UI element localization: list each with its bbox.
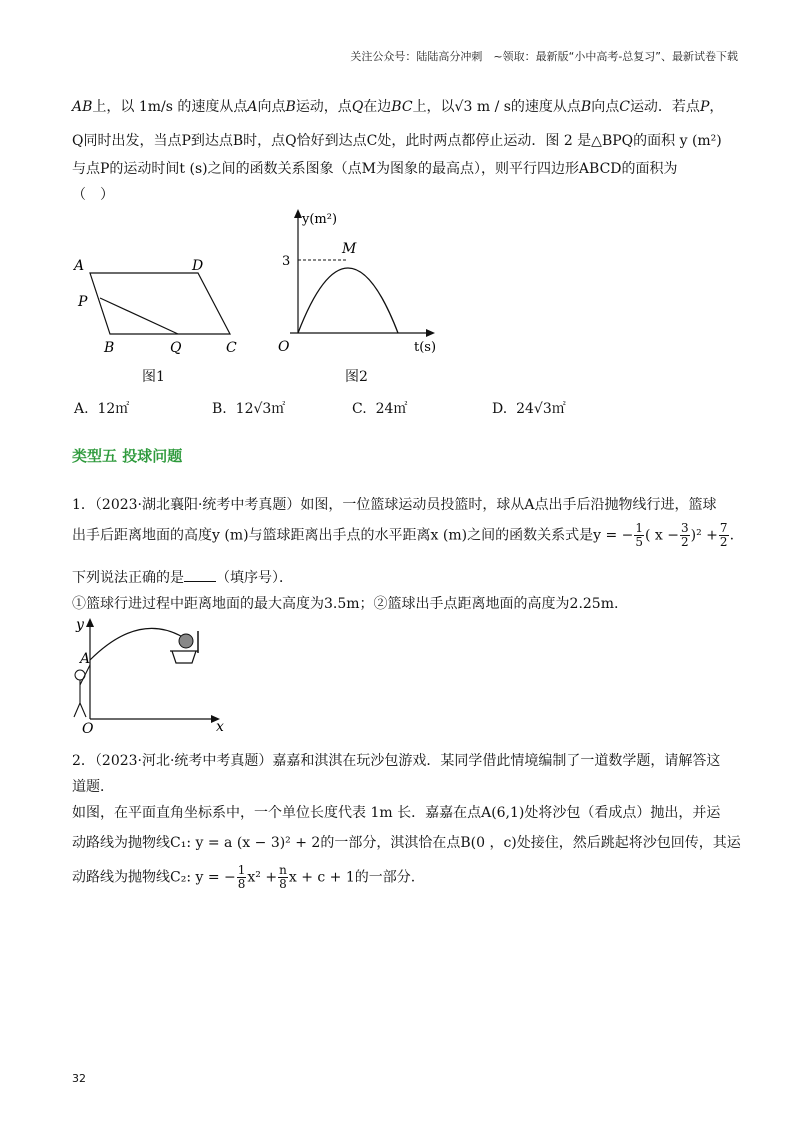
q2-line-4: 动路线为抛物线C₁: y = a (x − 3)² + 2的一部分，淇淇恰在点B(0 ，c)处接住，然后跳起将沙包回传，其运 <box>72 835 741 851</box>
problem-line-1: AB上，以 1m/s 的速度从点A向点B运动，点Q在边BC上，以√3 m / s的速度从点B向点C运动．若点P， <box>72 99 724 115</box>
q1-line-1: 1．（2023·湖北襄阳·统考中考真题）如图，一位篮球运动员投篮时，球从A点出手后沿抛物线行进，篮球 <box>72 497 717 513</box>
figure-1-parallelogram <box>70 250 250 360</box>
label-A: A <box>80 651 91 667</box>
ball-trajectory <box>90 628 186 660</box>
q2-line-2: 道题． <box>72 779 114 795</box>
problem-line-2: Q同时出发，当点P到达点B时，点Q恰好到达点C处，此时两点都停止运动．图 2 是△BPQ的面积 y (m²) <box>72 133 722 149</box>
figure-2-caption: 图2 <box>345 369 368 385</box>
option-c[interactable]: C. 24㎡ <box>352 401 408 417</box>
option-d[interactable]: D. 24√3㎡ <box>492 401 566 417</box>
page-number: 32 <box>72 1072 86 1085</box>
label-x: x <box>216 719 224 735</box>
q1-line-4: ①篮球行进过程中距离地面的最大高度为3.5m；②篮球出手点距离地面的高度为2.25m. <box>72 596 619 612</box>
label-M: M <box>342 241 357 257</box>
figure-1-caption: 图1 <box>142 369 165 385</box>
problem-line-3: 与点P的运动时间t (s)之间的函数关系图象（点M为图象的最高点），则平行四边形ABCD的面积为 <box>72 161 678 177</box>
label-D: D <box>192 258 204 274</box>
q1-fraction-7-2: $\frac{7}{2}$ <box>719 521 728 549</box>
q2-line-3: 如图，在平面直角坐标系中，一个单位长度代表 1m 长．嘉嘉在点A(6,1)处将沙包（看成点）抛出，并运 <box>72 805 721 821</box>
section-title: 类型五 投球问题 <box>72 447 183 465</box>
answer-blank[interactable] <box>184 569 216 582</box>
q1-line-2: 出手后距离地面的高度y (m)与篮球距离出手点的水平距离x (m)之间的函数关系式是y = − $\frac{1}{5}$ ( x − $\frac{3}{2}$ )² + $\frac{7}{2}$ . <box>72 521 735 549</box>
label-B: B <box>104 340 115 356</box>
label-Q: Q <box>170 340 182 356</box>
label-O: O <box>278 339 290 355</box>
basketball-icon <box>179 634 193 648</box>
q1-fraction-3-2: $\frac{3}{2}$ <box>681 521 689 549</box>
problem-line-4: （ ） <box>72 187 114 203</box>
q2-line-5: 动路线为抛物线C₂: y = − $\frac{1}{8}$ x² + $\frac{n}{8}$ x + c + 1的一部分. <box>72 863 416 891</box>
segment-pq <box>100 298 178 334</box>
figure-3-basketball <box>70 615 235 735</box>
q1-line-3: 下列说法正确的是 （填序号）． <box>72 570 293 586</box>
y-axis-arrow <box>86 618 94 627</box>
y-axis-arrow <box>294 209 302 218</box>
y-axis-label: y(m²) <box>302 212 338 227</box>
tick-3: 3 <box>282 254 291 269</box>
label-O: O <box>82 721 94 735</box>
q2-fraction-n-8: $\frac{n}{8}$ <box>279 863 287 891</box>
label-C: C <box>226 340 237 356</box>
page-header: 关注公众号：陆陆高分冲刺 ~领取：最新版“小中高考-总复习”、最新试卷下载 <box>350 50 738 63</box>
x-axis-arrow <box>426 329 435 337</box>
option-b[interactable]: B. 12√3㎡ <box>212 401 286 417</box>
player-body-icon <box>74 665 90 717</box>
hoop-icon <box>172 651 196 663</box>
label-P: P <box>78 294 88 310</box>
parabola-curve <box>298 268 398 333</box>
label-A: A <box>74 258 85 274</box>
q2-fraction-1-8: $\frac{1}{8}$ <box>237 863 246 891</box>
option-a[interactable]: A. 12㎡ <box>74 401 130 417</box>
x-axis-label: t(s) <box>414 340 437 355</box>
label-y: y <box>76 617 84 633</box>
q1-fraction-1-5: $\frac{1}{5}$ <box>635 521 644 549</box>
figure-2-graph <box>270 205 450 360</box>
q2-line-1: 2．（2023·河北·统考中考真题）嘉嘉和淇淇在玩沙包游戏．某同学借此情境编制了一道数学题，请解答这 <box>72 753 721 769</box>
